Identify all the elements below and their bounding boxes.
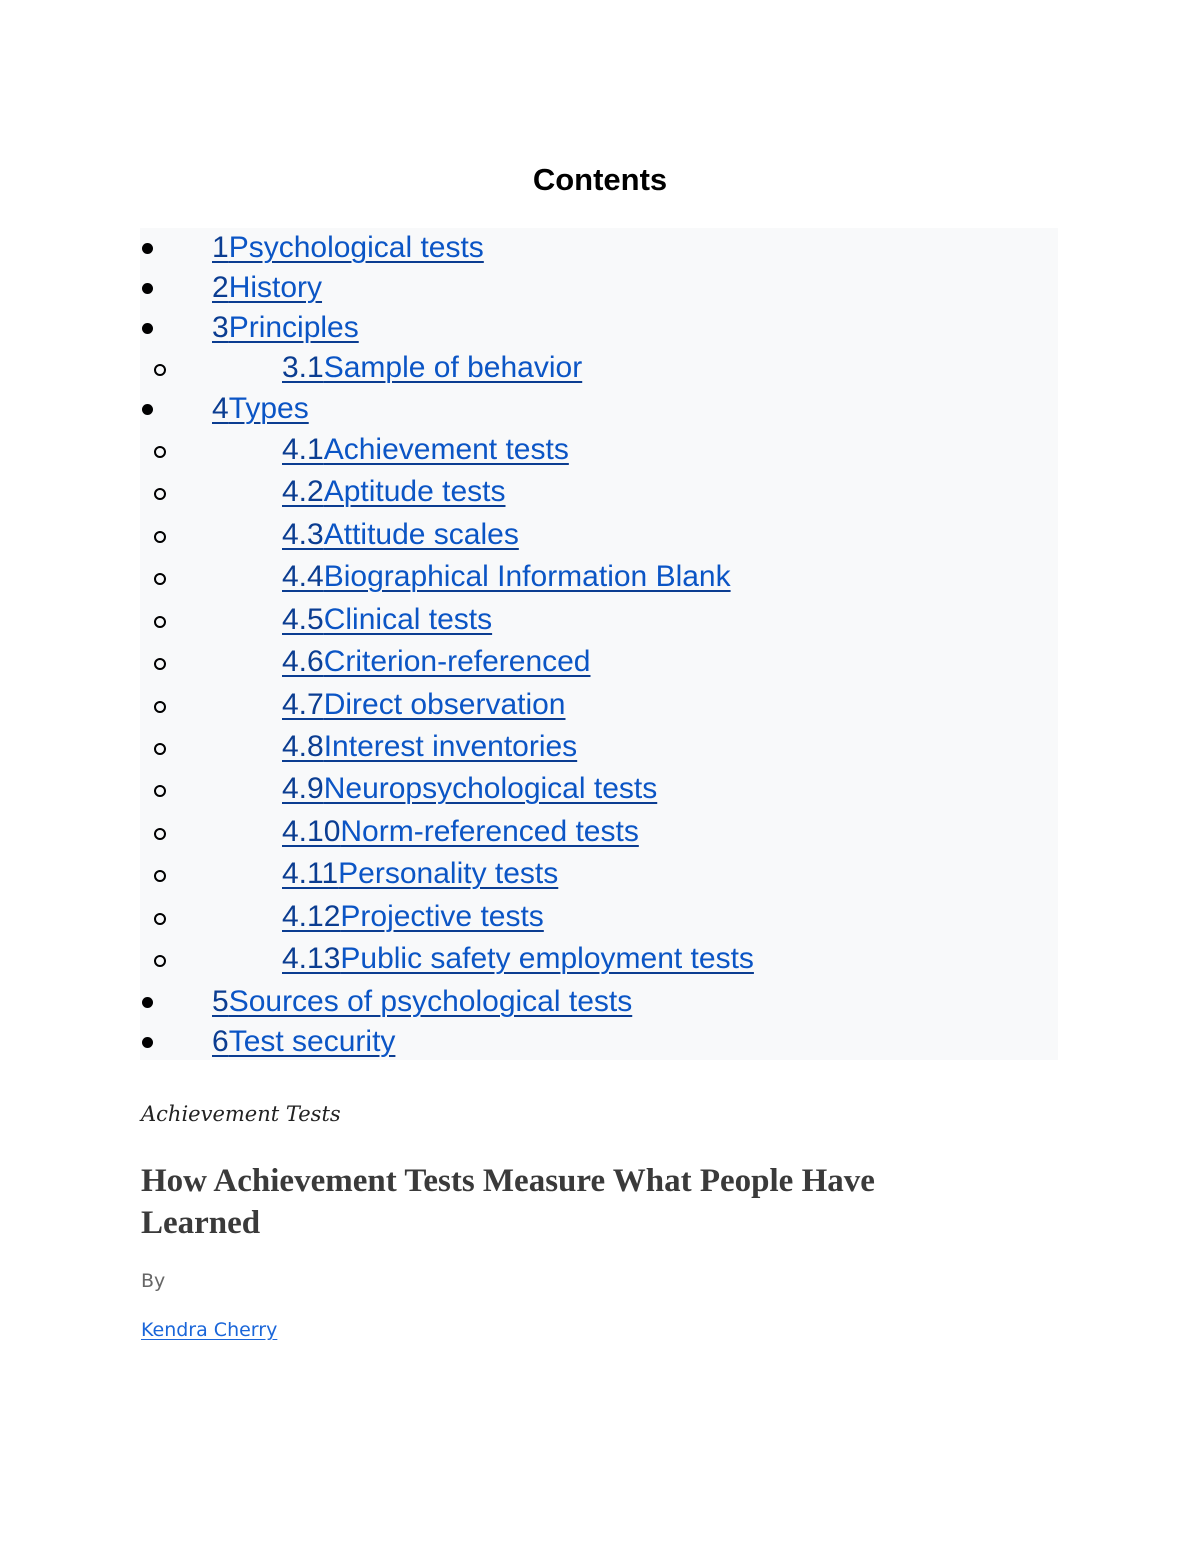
toc-item (140, 897, 1058, 937)
toc-link[interactable] (282, 430, 569, 470)
toc-number: 4.3 (282, 518, 324, 551)
disc-bullet-icon (142, 404, 153, 415)
toc-link[interactable] (282, 939, 754, 979)
toc-link[interactable] (212, 389, 309, 429)
toc-text: Principles (228, 311, 359, 344)
toc-item (140, 348, 1058, 388)
toc-item (140, 769, 1058, 809)
circle-bullet-icon (154, 488, 166, 500)
disc-bullet-icon (142, 243, 153, 254)
toc-number: 4.2 (282, 475, 324, 508)
circle-bullet-icon (154, 913, 166, 925)
disc-bullet-icon (142, 997, 153, 1008)
toc-number: 4.7 (282, 688, 324, 721)
toc-number: 4 (212, 392, 229, 425)
toc-link[interactable] (282, 642, 591, 682)
toc-number: 4.5 (282, 603, 324, 636)
toc-number: 4.4 (282, 560, 324, 593)
toc-number: 5 (212, 985, 229, 1018)
toc-text: History (228, 271, 323, 304)
toc-number: 4.1 (282, 433, 324, 466)
toc-item (140, 389, 1058, 429)
toc-number: 4.8 (282, 730, 324, 763)
circle-bullet-icon (154, 531, 166, 543)
toc-text: Criterion-referenced (323, 645, 591, 678)
toc-link[interactable] (282, 557, 731, 597)
toc-text: Interest inventories (323, 730, 578, 763)
toc-text: Types (228, 392, 309, 425)
circle-bullet-icon (154, 701, 166, 713)
article-category: Achievement Tests (141, 1102, 341, 1126)
toc-text: Attitude scales (323, 518, 519, 551)
toc-item (140, 642, 1058, 682)
toc-item (140, 854, 1058, 894)
circle-bullet-icon (154, 828, 166, 840)
toc-number: 3 (212, 311, 229, 344)
toc-item (140, 308, 1058, 348)
toc-text: Direct observation (323, 688, 566, 721)
circle-bullet-icon (154, 616, 166, 628)
circle-bullet-icon (154, 364, 166, 376)
toc-text: Personality tests (338, 857, 559, 890)
toc-number: 1 (212, 231, 229, 264)
toc-text: Achievement tests (323, 433, 569, 466)
toc-number: 3.1 (282, 351, 324, 384)
toc-link[interactable] (212, 228, 484, 268)
toc-link[interactable] (282, 348, 582, 388)
toc-text: Sample of behavior (323, 351, 583, 384)
toc-item (140, 515, 1058, 555)
article-headline: How Achievement Tests Measure What People Have Learned (141, 1163, 875, 1241)
disc-bullet-icon (142, 1037, 153, 1048)
toc-link[interactable] (282, 812, 639, 852)
circle-bullet-icon (154, 870, 166, 882)
toc-number: 4.12 (282, 900, 341, 933)
disc-bullet-icon (142, 283, 153, 294)
toc-text: Neuropsychological tests (323, 772, 658, 805)
toc-link[interactable] (282, 897, 544, 937)
circle-bullet-icon (154, 785, 166, 797)
toc-item (140, 228, 1058, 268)
disc-bullet-icon (142, 323, 153, 334)
circle-bullet-icon (154, 955, 166, 967)
table-of-contents (140, 228, 1058, 1060)
circle-bullet-icon (154, 658, 166, 670)
author-link[interactable]: Kendra Cherry (141, 1319, 278, 1341)
toc-number: 4.6 (282, 645, 324, 678)
toc-item (140, 812, 1058, 852)
toc-number: 4.13 (282, 942, 341, 975)
toc-link[interactable] (282, 600, 492, 640)
toc-link[interactable] (282, 685, 566, 725)
toc-link[interactable] (282, 854, 558, 894)
toc-text: Clinical tests (323, 603, 493, 636)
toc-link[interactable] (212, 982, 632, 1022)
toc-text: Biographical Information Blank (323, 560, 731, 593)
toc-number: 2 (212, 271, 229, 304)
toc-number: 4.11 (282, 857, 339, 890)
toc-link[interactable] (212, 1022, 395, 1062)
toc-title: Contents (532, 162, 668, 197)
circle-bullet-icon (154, 446, 166, 458)
toc-text: Norm-referenced tests (340, 815, 639, 848)
toc-link[interactable] (282, 472, 506, 512)
toc-item (140, 430, 1058, 470)
toc-link[interactable] (282, 769, 657, 809)
toc-number: 6 (212, 1025, 229, 1058)
toc-text: Aptitude tests (323, 475, 506, 508)
toc-link[interactable] (212, 268, 322, 308)
toc-item (140, 727, 1058, 767)
toc-item (140, 685, 1058, 725)
toc-link[interactable] (282, 727, 577, 767)
toc-link[interactable] (282, 515, 519, 555)
toc-text: Psychological tests (228, 231, 484, 264)
toc-item (140, 557, 1058, 597)
byline-label: By (141, 1270, 166, 1292)
circle-bullet-icon (154, 573, 166, 585)
toc-link[interactable] (212, 308, 359, 348)
circle-bullet-icon (154, 743, 166, 755)
toc-text: Test security (228, 1025, 396, 1058)
toc-text: Projective tests (340, 900, 544, 933)
toc-number: 4.9 (282, 772, 324, 805)
toc-item (140, 600, 1058, 640)
toc-item (140, 1022, 1058, 1062)
toc-text: Sources of psychological tests (228, 985, 633, 1018)
toc-item (140, 472, 1058, 512)
toc-item (140, 939, 1058, 979)
toc-text: Public safety employment tests (340, 942, 754, 975)
toc-item (140, 982, 1058, 1022)
toc-number: 4.10 (282, 815, 341, 848)
toc-item (140, 268, 1058, 308)
